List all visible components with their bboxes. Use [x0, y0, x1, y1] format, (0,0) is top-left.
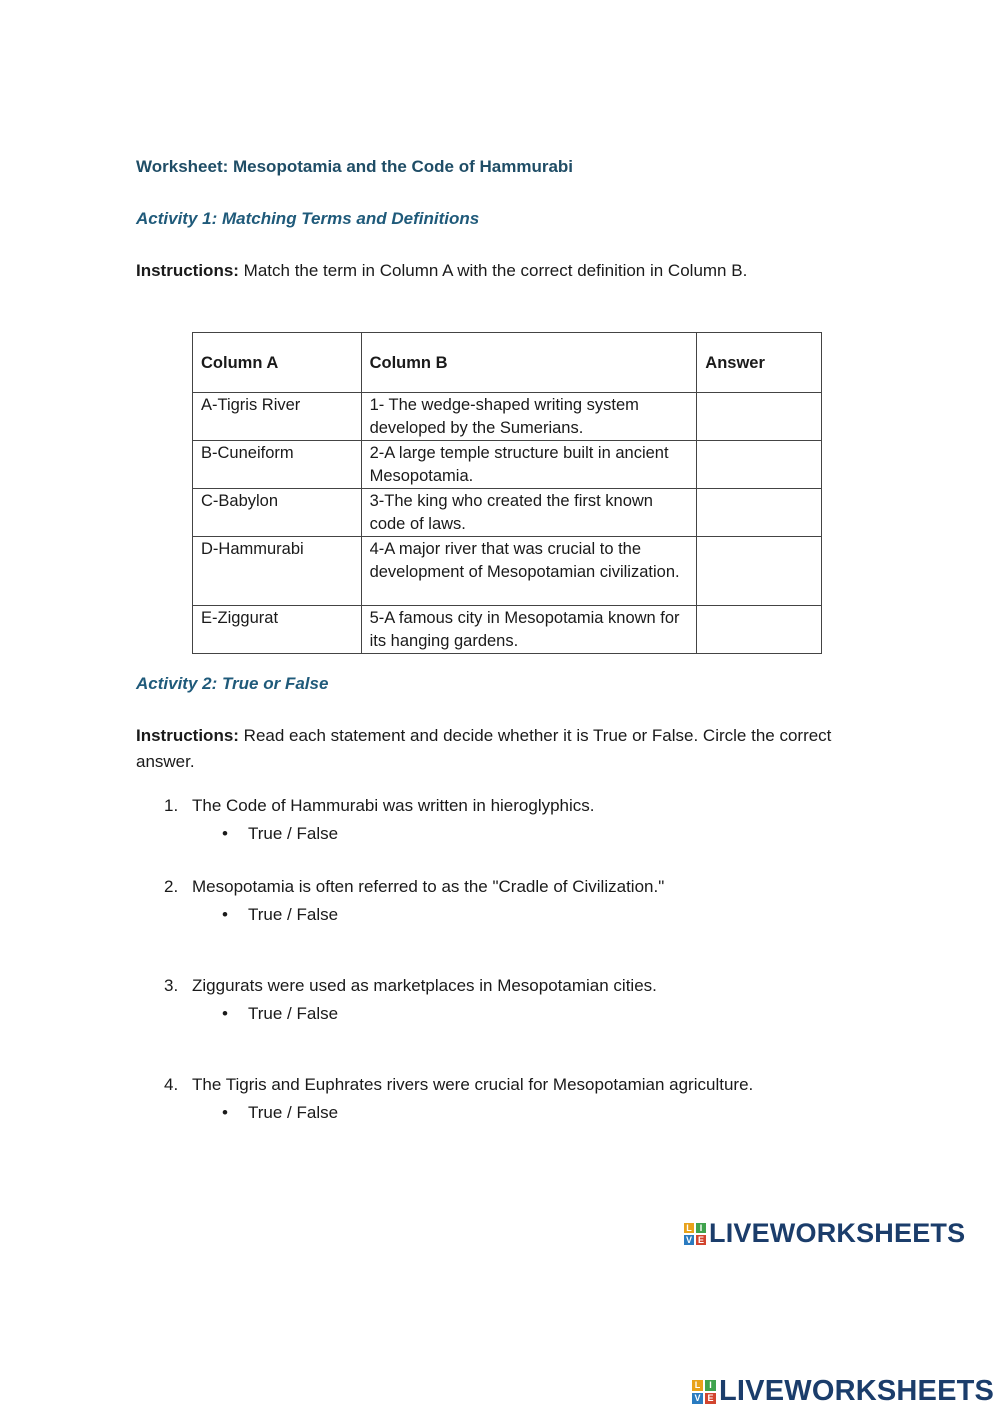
table-row	[193, 537, 822, 606]
logo-mark-letter: I	[696, 1223, 706, 1233]
matching-table	[192, 332, 822, 654]
statement-text: The Code of Hammurabi was written in hieroglyphics.	[192, 796, 595, 815]
logo-text: LIVEWORKSHEETS	[719, 1375, 995, 1407]
logo-mark-letter: V	[685, 1234, 692, 1245]
statement-text: The Tigris and Euphrates rivers were crucial for Mesopotamian agriculture.	[192, 1075, 754, 1094]
worksheet-title: Worksheet: Mesopotamia and the Code of Hammurabi	[136, 157, 574, 176]
true-false-options[interactable]: True / False	[248, 905, 339, 924]
term-cell: D-Hammurabi	[193, 537, 362, 606]
definition-cell: 4-A major river that was crucial to the development of Mesopotamian civilization.	[361, 537, 697, 606]
definition-cell: 5-A famous city in Mesopotamia known for its hanging gardens.	[361, 606, 697, 654]
activity-1-heading: Activity 1: Matching Terms and Definitions	[136, 209, 480, 228]
logo-mark-letter: L	[684, 1223, 694, 1233]
column-b-header: Column B	[361, 333, 697, 393]
logo-mark-letter: I	[705, 1380, 716, 1391]
logo-mark-letter: L	[692, 1380, 703, 1391]
statement-text: Mesopotamia is often referred to as the "Cradle of Civilization."	[192, 877, 665, 896]
activity-1-instructions	[136, 258, 836, 284]
table-row	[193, 441, 822, 489]
answer-cell[interactable]	[697, 441, 822, 489]
true-false-options[interactable]: True / False	[248, 1004, 339, 1023]
item-number: 3.	[164, 976, 179, 995]
bullet-icon: •	[222, 1103, 228, 1122]
statement-text: Ziggurats were used as marketplaces in Mesopotamian cities.	[192, 976, 657, 995]
answer-cell[interactable]	[697, 393, 822, 441]
liveworksheets-footer-logo	[692, 1375, 994, 1408]
instructions-text: Match the term in Column A with the correct definition in Column B.	[238, 261, 748, 280]
table-header-row	[193, 333, 822, 393]
logo-mark-icon	[692, 1380, 716, 1404]
logo-mark-letter: E	[705, 1393, 716, 1404]
true-false-options[interactable]: True / False	[248, 1103, 339, 1122]
column-a-header: Column A	[193, 333, 362, 393]
term-cell: A-Tigris River	[193, 393, 362, 441]
term-cell: C-Babylon	[193, 489, 362, 537]
item-number: 2.	[164, 877, 179, 896]
term-cell: B-Cuneiform	[193, 441, 362, 489]
logo-mark-letter: E	[697, 1234, 704, 1245]
definition-cell: 3-The king who created the first known code of laws.	[361, 489, 697, 537]
item-number: 1.	[164, 796, 179, 815]
definition-cell: 1- The wedge-shaped writing system developed by the Sumerians.	[361, 393, 697, 441]
answer-cell[interactable]	[697, 537, 822, 606]
table-row	[193, 606, 822, 654]
activity-2-instructions	[136, 723, 836, 775]
instructions-label: Instructions:	[136, 261, 239, 280]
answer-cell[interactable]	[697, 606, 822, 654]
item-number: 4.	[164, 1075, 179, 1094]
logo-text: LIVEWORKSHEETS	[709, 1218, 966, 1248]
instructions-text: Read each statement and decide whether it is True or False. Circle the correct answer.	[136, 726, 832, 771]
term-cell: E-Ziggurat	[193, 606, 362, 654]
bullet-icon: •	[222, 824, 228, 843]
table-row	[193, 489, 822, 537]
bullet-icon: •	[222, 1004, 228, 1023]
true-false-options[interactable]: True / False	[248, 824, 339, 843]
answer-cell[interactable]	[697, 489, 822, 537]
answer-header: Answer	[697, 333, 822, 393]
activity-2-heading: Activity 2: True or False	[136, 674, 329, 693]
logo-mark-icon	[684, 1223, 706, 1245]
bullet-icon: •	[222, 905, 228, 924]
table-row	[193, 393, 822, 441]
definition-cell: 2-A large temple structure built in ancient Mesopotamia.	[361, 441, 697, 489]
liveworksheets-logo	[684, 1218, 965, 1249]
instructions-label: Instructions:	[136, 726, 239, 745]
logo-mark-letter: V	[692, 1393, 703, 1404]
